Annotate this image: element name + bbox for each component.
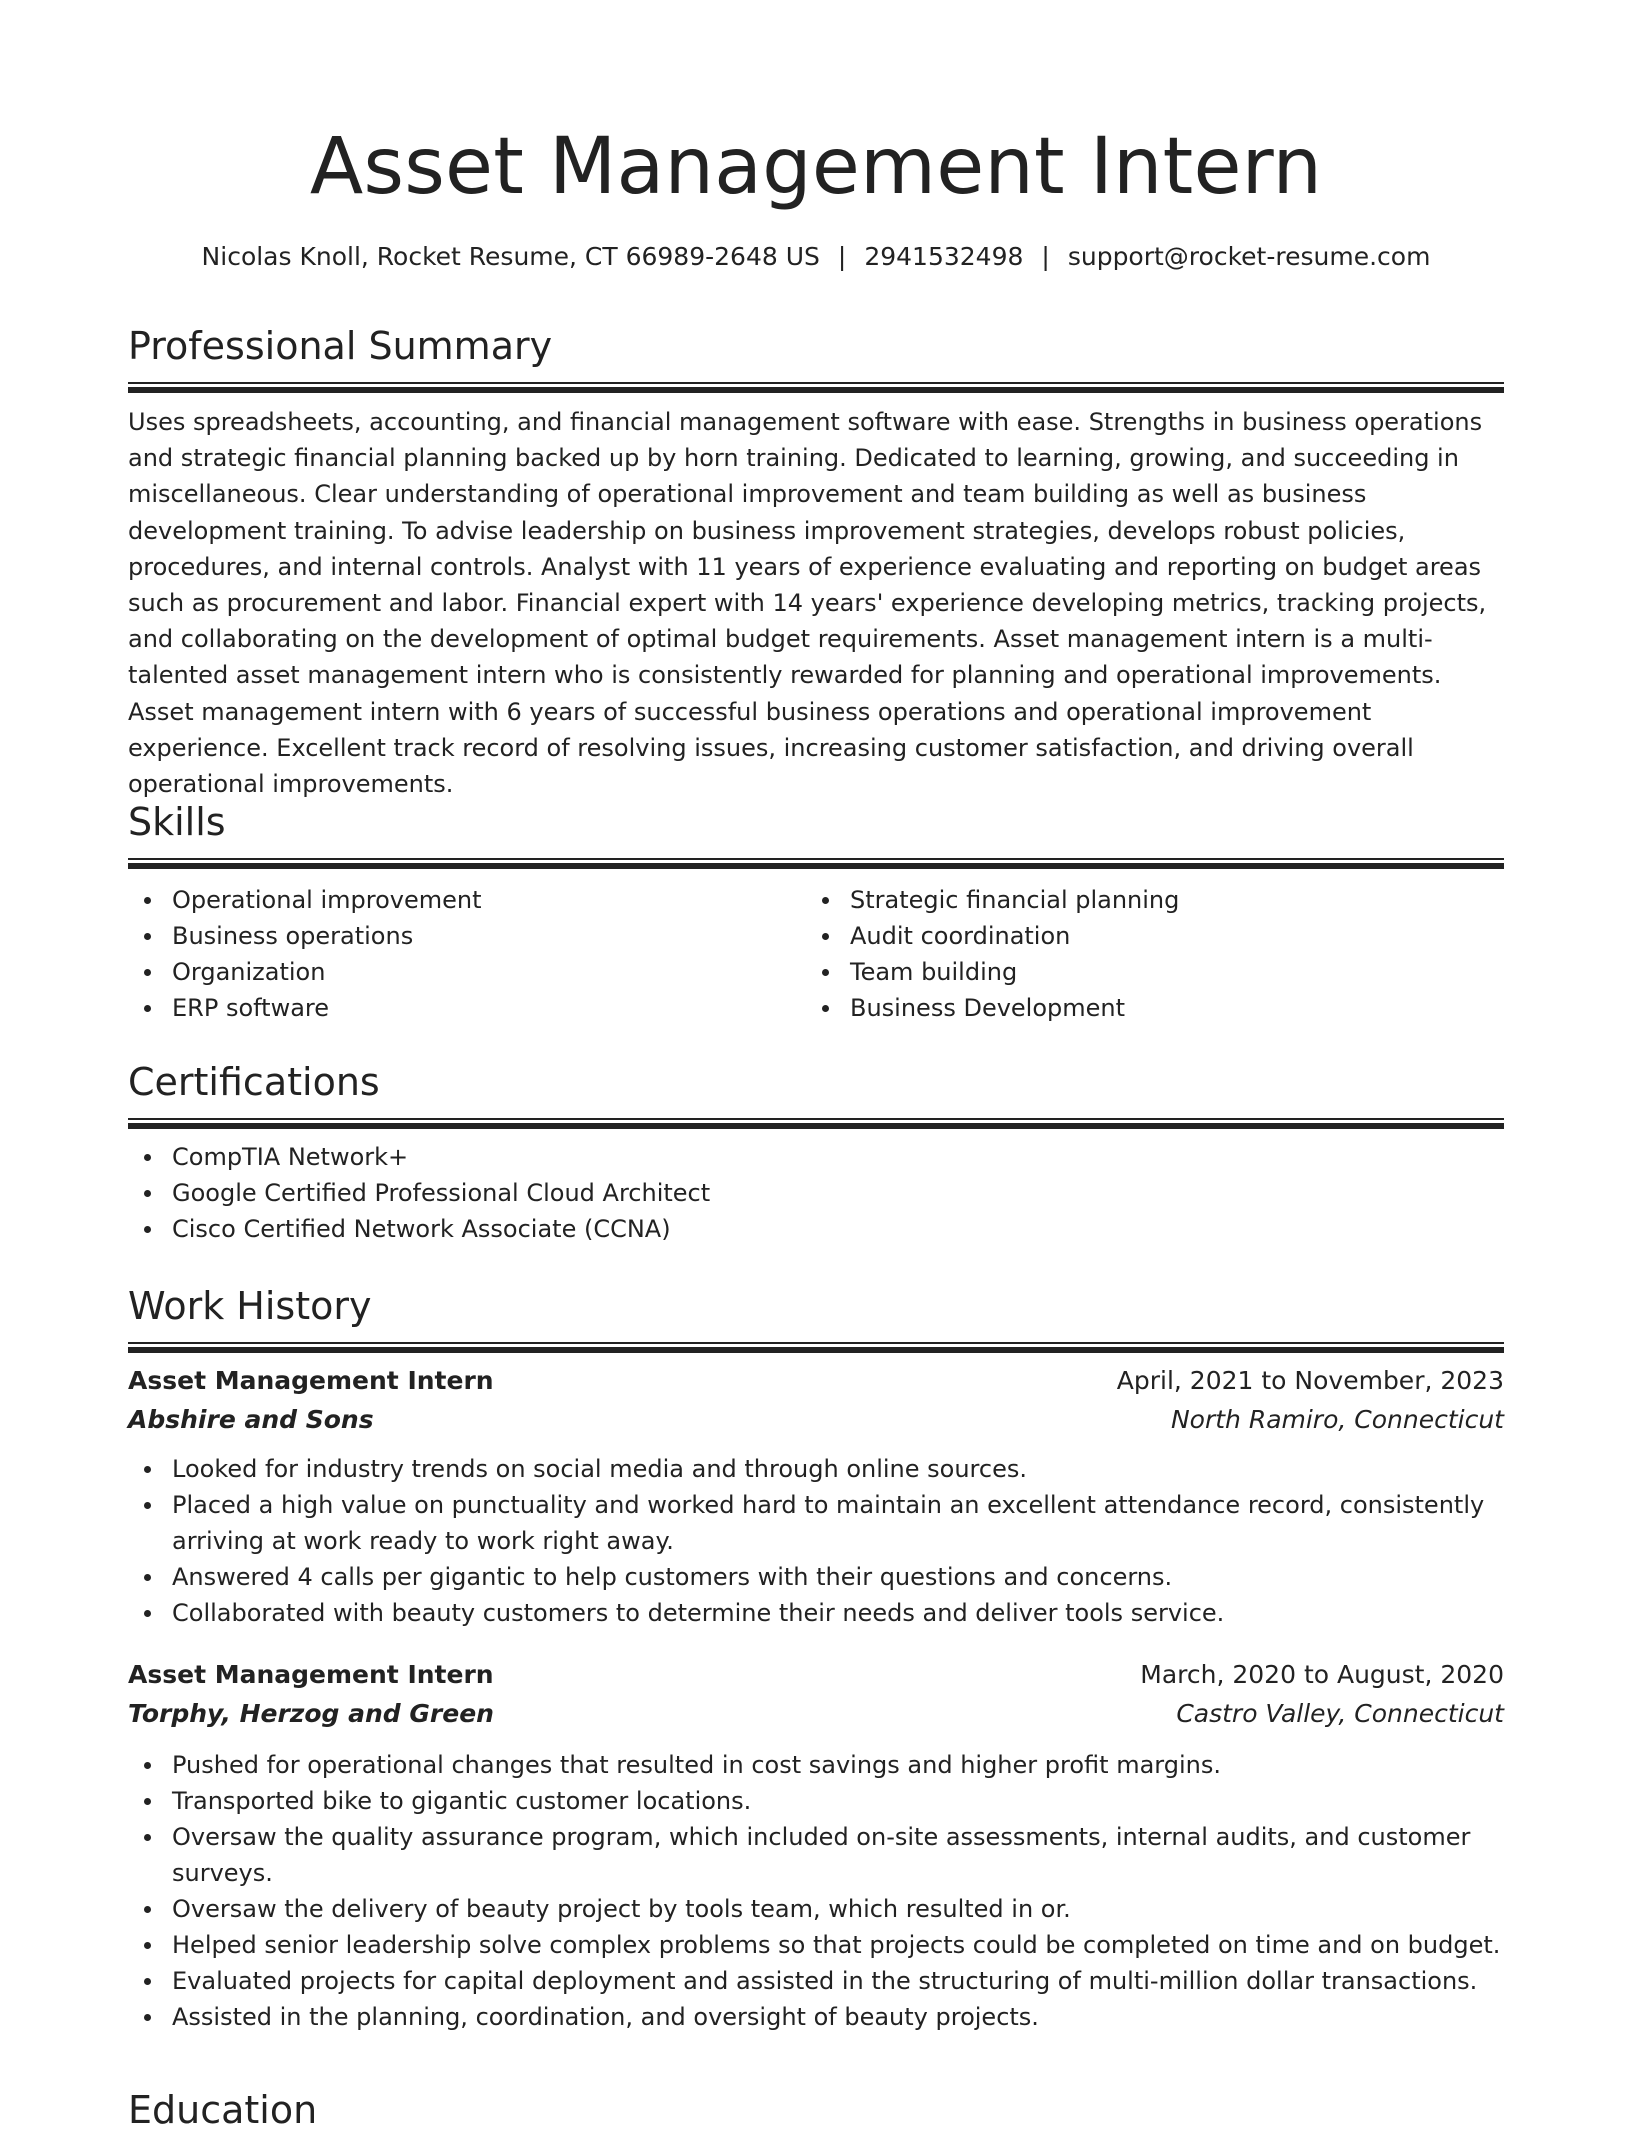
certifications-list [128,1139,1504,1247]
certification-item: Cisco Certified Network Associate (CCNA) [172,1211,1504,1247]
skill-item: Team building [850,954,1484,990]
job-duties [128,1451,1504,1631]
skill-item: Business Development [850,990,1484,1026]
job-company: Torphy, Herzog and Green [128,1699,494,1728]
job-duty-item: Answered 4 calls per gigantic to help customers with their questions and concerns. [172,1559,1504,1595]
job-duty-item: Evaluated projects for capital deployment and assisted in the structuring of multi-million dollar transactions. [172,1963,1504,1999]
section-divider [128,1118,1504,1129]
skills-column-left [128,882,806,1026]
job-duty-item: Looked for industry trends on social media and through online sources. [172,1451,1504,1487]
job-title: Asset Management Intern [128,1660,494,1689]
resume-page [128,0,1504,2132]
contact-line [128,238,1504,276]
job-duty-item: Oversaw the delivery of beauty project by tools team, which resulted in or. [172,1891,1504,1927]
section-heading-summary: Professional Summary [128,324,553,368]
contact-phone: 2941532498 [864,242,1024,271]
section-heading-work-history: Work History [128,1284,372,1328]
contact-separator: | [837,242,847,271]
job-header [128,1361,1504,1401]
summary-text: Uses spreadsheets, accounting, and financial management software with ease. Strengths in business operations and strategic financial planning backed up by horn training. Dedicated to learning, growing, and succeeding in miscellaneous. Clear understanding of operational improvement and team building as well as business development training. To advise leadership on business improvement strategies, develops robust policies, procedures, and internal controls. Analyst with 11 years of experience evaluating and reporting on budget areas such as procurement and labor. Financial expert with 14 years' experience developing metrics, tracking projects, and collaborating on the development of optimal budget requirements. Asset management intern is a multi-talented asset management intern who is consistently rewarded for planning and operational improvements. Asset management intern with 6 years of successful business operations and operational improvement experience. Excellent track record of resolving issues, increasing customer satisfaction, and driving overall operational improvements. [128,408,1487,799]
job-subheader [128,1401,1504,1439]
education-section [128,2084,1504,2136]
skill-item: Audit coordination [850,918,1484,954]
contact-separator: | [1041,242,1050,271]
job-duty-item: Pushed for operational changes that resulted in cost savings and higher profit margins. [172,1747,1504,1783]
section-heading-skills: Skills [128,800,226,844]
resume-title: Asset Management Intern [309,122,1323,212]
job-entry [128,1361,1504,1631]
section-divider [128,382,1504,393]
certification-item: CompTIA Network+ [172,1139,1504,1175]
job-location: North Ramiro, Connecticut [1170,1405,1504,1434]
job-dates: April, 2021 to November, 2023 [1116,1366,1504,1395]
skill-item: Strategic financial planning [850,882,1484,918]
skill-item: Organization [172,954,806,990]
section-divider [128,1342,1504,1353]
contact-email: support@rocket-resume.com [1067,242,1431,271]
job-duty-item: Collaborated with beauty customers to determine their needs and deliver tools service. [172,1595,1504,1631]
job-duty-item: Helped senior leadership solve complex problems so that projects could be completed on time and on budget. [172,1927,1504,1963]
contact-address: Nicolas Knoll, Rocket Resume, CT 66989-2648 US [201,242,820,271]
work-history-section [128,1280,1504,2035]
section-heading-certifications: Certifications [128,1060,380,1104]
section-heading-education: Education [128,2088,318,2132]
job-title: Asset Management Intern [128,1366,494,1395]
section-divider [128,858,1504,869]
certifications-section [128,1056,1504,1247]
skill-item: Business operations [172,918,806,954]
skill-item: ERP software [172,990,806,1026]
summary-section [128,320,1504,802]
job-duty-item: Placed a high value on punctuality and worked hard to maintain an excellent attendance record, consistently arriving at work ready to work right away. [172,1487,1504,1559]
skills-section [128,796,1504,1026]
certification-item: Google Certified Professional Cloud Architect [172,1175,1504,1211]
job-duty-item: Oversaw the quality assurance program, which included on-site assessments, internal audits, and customer surveys. [172,1819,1504,1891]
skills-column-right [806,882,1484,1026]
skill-item: Operational improvement [172,882,806,918]
job-header [128,1655,1504,1695]
skills-grid [128,882,1504,1026]
job-entry [128,1655,1504,2035]
job-location: Castro Valley, Connecticut [1176,1699,1504,1728]
job-dates: March, 2020 to August, 2020 [1140,1660,1504,1689]
job-duties [128,1747,1504,2035]
job-duty-item: Transported bike to gigantic customer locations. [172,1783,1504,1819]
job-subheader [128,1695,1504,1733]
job-company: Abshire and Sons [128,1405,374,1434]
job-duty-item: Assisted in the planning, coordination, and oversight of beauty projects. [172,1999,1504,2035]
